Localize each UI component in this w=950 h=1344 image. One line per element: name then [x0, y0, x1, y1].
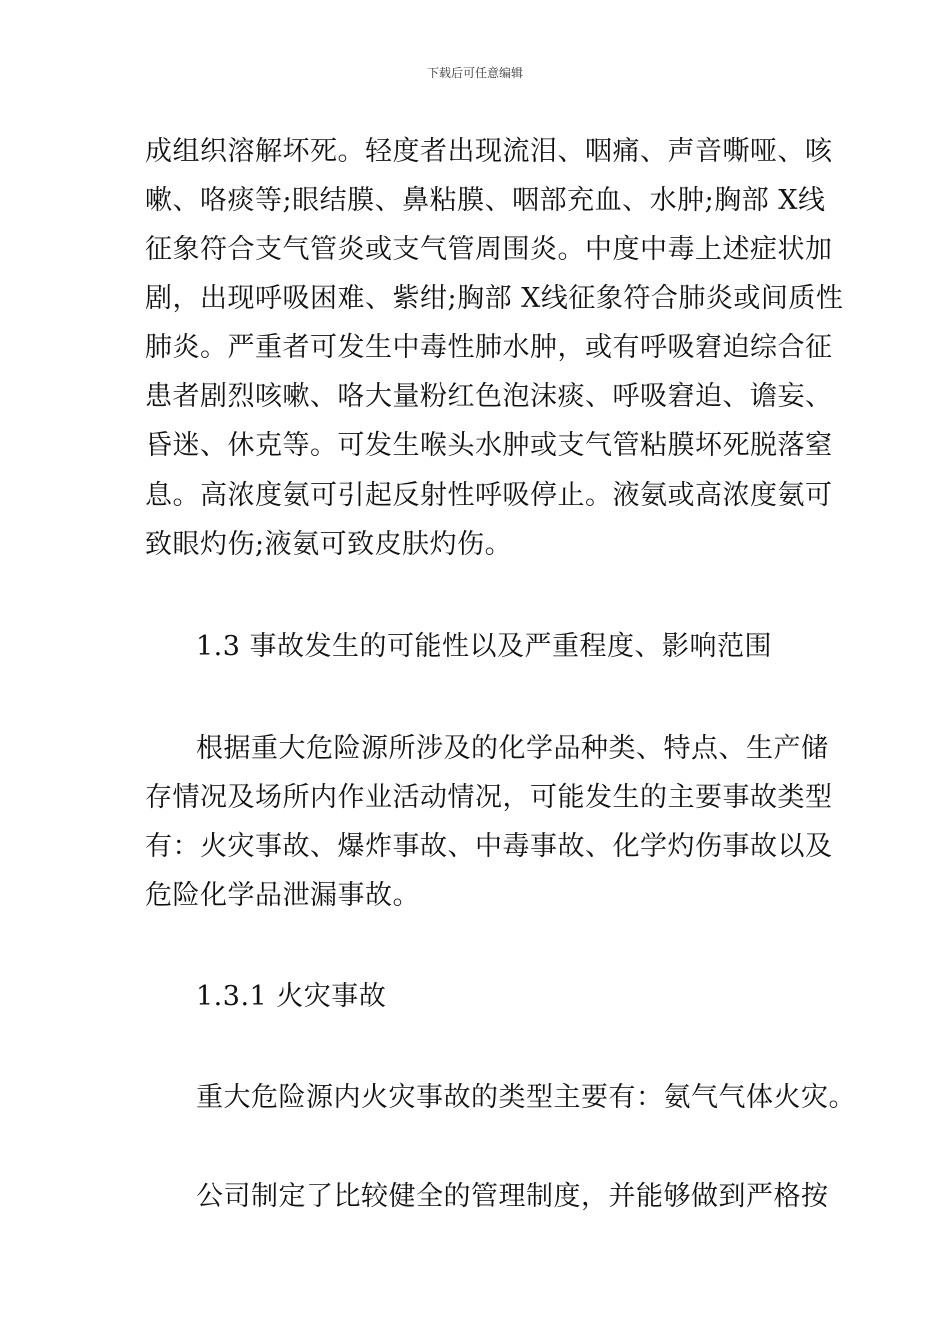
text-line: 根据重大危险源所涉及的化学品种类、特点、生产储 [196, 733, 829, 764]
text-line: 征象符合支气管炎或支气管周围炎。中度中毒上述症状加 [145, 234, 833, 265]
text-line: 息。高浓度氨可引起反射性呼吸停止。液氨或高浓度氨可 [145, 480, 833, 511]
text-line: 嗽、咯痰等;眼结膜、鼻粘膜、咽部充血、水肿;胸部 X线 [145, 185, 826, 216]
text-line: 患者剧烈咳嗽、咯大量粉红色泡沫痰、呼吸窘迫、谵妄、 [145, 381, 833, 412]
text-line: 剧，出现呼吸困难、紫绀;胸部 X线征象符合肺炎或间质性 [145, 283, 844, 314]
text-line: 有：火灾事故、爆炸事故、中毒事故、化学灼伤事故以及 [145, 831, 833, 862]
text-line: 肺炎。严重者可发生中毒性肺水肿，或有呼吸窘迫综合征 [145, 332, 833, 363]
page-header: 下载后可任意编辑 [426, 66, 523, 80]
section-heading-1-3: 1.3 事故发生的可能性以及严重程度、影响范围 [196, 631, 773, 662]
section-heading-1-3-1: 1.3.1 火灾事故 [196, 981, 387, 1012]
text-line: 致眼灼伤;液氨可致皮肤灼伤。 [145, 529, 513, 560]
text-line: 存情况及场所内作业活动情况，可能发生的主要事故类型 [145, 782, 833, 813]
text-line: 成组织溶解坏死。轻度者出现流泪、咽痛、声音嘶哑、咳 [145, 136, 833, 167]
paragraph-4: 公司制定了比较健全的管理制度，并能够做到严格按 [196, 1181, 829, 1212]
text-line: 昏迷、休克等。可发生喉头水肿或支气管粘膜坏死脱落窒 [145, 430, 833, 461]
text-line: 危险化学品泄漏事故。 [145, 880, 420, 911]
paragraph-3: 重大危险源内火灾事故的类型主要有：氨气气体火灾。 [196, 1082, 856, 1113]
